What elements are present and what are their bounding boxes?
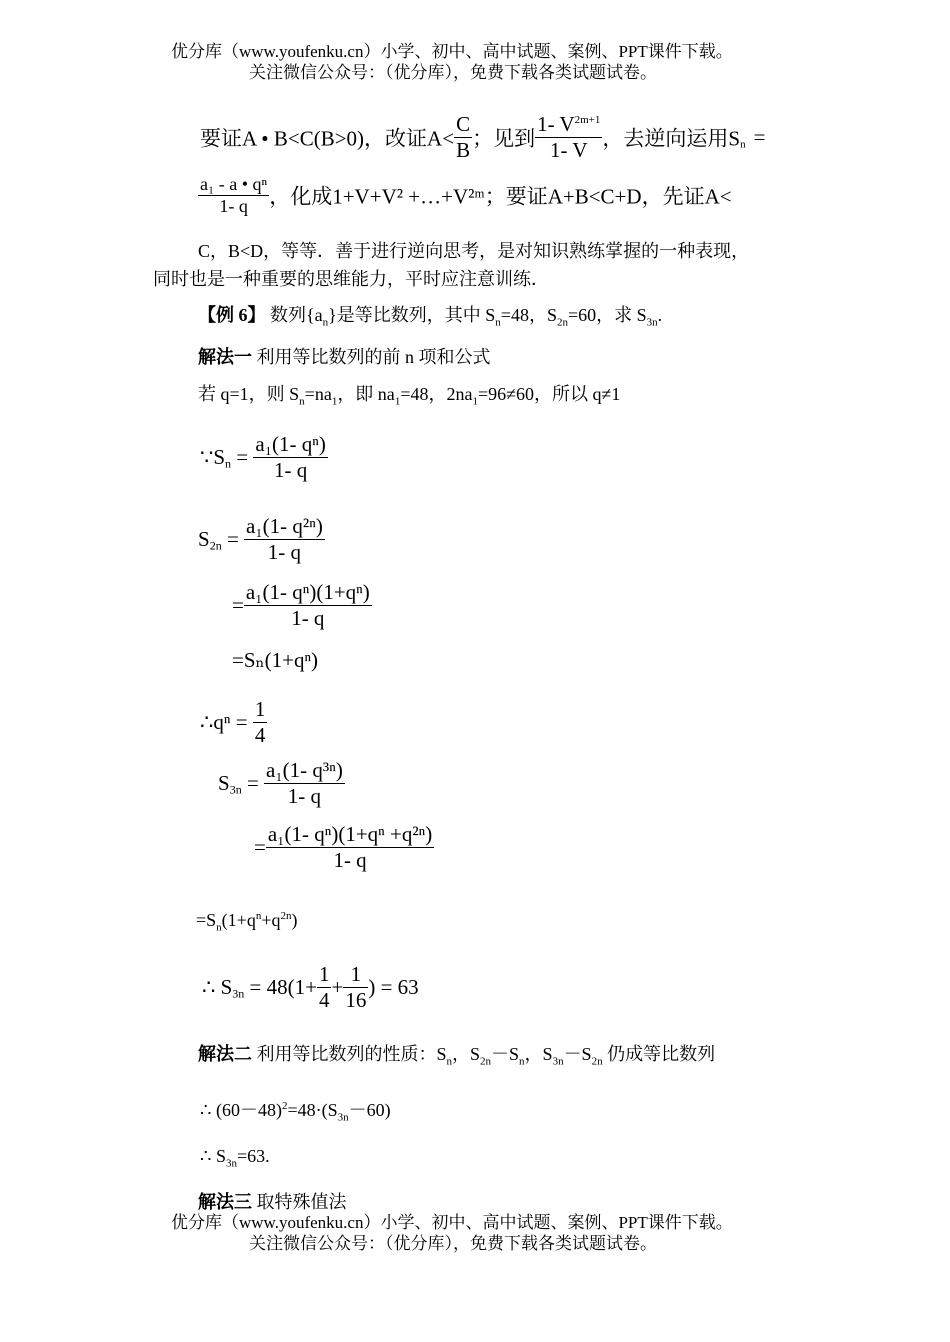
equation-qn: ∴qⁿ = $\frac{1}{4}$ (200, 697, 266, 747)
method-2-equation: ∴ $(60-48)^2=48\cdot(S_{3n}-60)$ (200, 1100, 391, 1124)
fraction-c-over-b: $\frac{C}{B}$ (456, 112, 471, 162)
header-line-1: 优分库（www.youfenku.cn）小学、初中、高中试题、案例、PPT课件下载。 (171, 42, 733, 61)
equation-s2n-result: =Sₙ(1+qⁿ) (232, 648, 319, 672)
fraction-geometric: $\frac{1- V^{2m+1}}{1- V}$ (537, 112, 601, 162)
intro-line-2: $\frac{\text{a₁ - a • qⁿ}}{1- q}$ ，化成1+V+V² +…+V²ᵐ；要证A+B<C+D，先证A< (200, 174, 732, 216)
method-3-heading: 解法三 取特殊值法 (198, 1192, 347, 1212)
example-label: 【例 6】 (198, 305, 266, 325)
equation-s3n-expanded: $=S_n(1+q^n+q^{2n})$ (196, 910, 298, 934)
intro-line-1: 要证A • B<C(B>0)，改证A< $\frac{C}{B}$ ；见到 $\frac{1- V^{2m+1}}{1- V}$ ，去逆向运用$S_n$ = (200, 112, 766, 162)
equation-s2n-factored: = $\frac{\text{a₁(1- qⁿ)(1+qⁿ)}}{1- q}$ (232, 580, 370, 630)
equation-s2n: $S_{2n}$ = $\frac{\text{a₁(1- q²ⁿ)}}{1- q}$ (198, 514, 323, 564)
footer-line-1: 优分库（www.youfenku.cn）小学、初中、高中试题、案例、PPT课件下载。 (171, 1213, 733, 1232)
equation-s3n-factored: = $\frac{\text{a₁(1- qⁿ)(1+qⁿ +q²ⁿ)}}{1- q}$ (254, 822, 433, 872)
method-1-heading: 解法一 利用等比数列的前 n 项和公式 (198, 347, 491, 367)
footer-line-2: 关注微信公众号：（优分库），免费下载各类试题试卷。 (249, 1234, 657, 1253)
intro-line-4: 同时也是一种重要的思维能力，平时应注意训练． (153, 269, 549, 289)
example-6-statement: 【例 6】 数列$\{a_n\}$是等比数列，其中 $S_n=48$，$S_{2n}=60$，求 $S_{3n}$. (198, 305, 663, 329)
method-2-heading: 解法二 利用等比数列的性质：$S_n$，$S_{2n}-S_n$，$S_{3n}-S_{2n}$ 仍成等比数列 (198, 1044, 716, 1068)
intro-line-3: C，B<D，等等．善于进行逆向思考，是对知识熟练掌握的一种表现， (198, 241, 750, 261)
method-1-case-q1: 若 q=1，则 $S_n=na_1$，即 $na_1=48$，$2na_1=96\ne 60$，所以 q≠1 (198, 384, 621, 408)
equation-sn: $\because S_n$ = $\frac{\text{a₁(1- qⁿ)}}{1- q}$ (200, 432, 326, 482)
equation-s3n: $S_{3n}$ = $\frac{\text{a₁(1- q³ⁿ)}}{1- q}$ (218, 758, 343, 808)
equation-final-method-1: ∴ $S_{3n} = 48(1+$ $\frac{1}{4}$ + $\frac{1}{16}$ ) = 63 (202, 962, 419, 1012)
fraction-sum-formula: $\frac{\text{a₁ - a • qⁿ}}{1- q}$ (200, 174, 268, 216)
header-line-2: 关注微信公众号：（优分库），免费下载各类试题试卷。 (249, 63, 657, 82)
method-2-result: ∴ $S_{3n}=63$. (200, 1146, 270, 1170)
